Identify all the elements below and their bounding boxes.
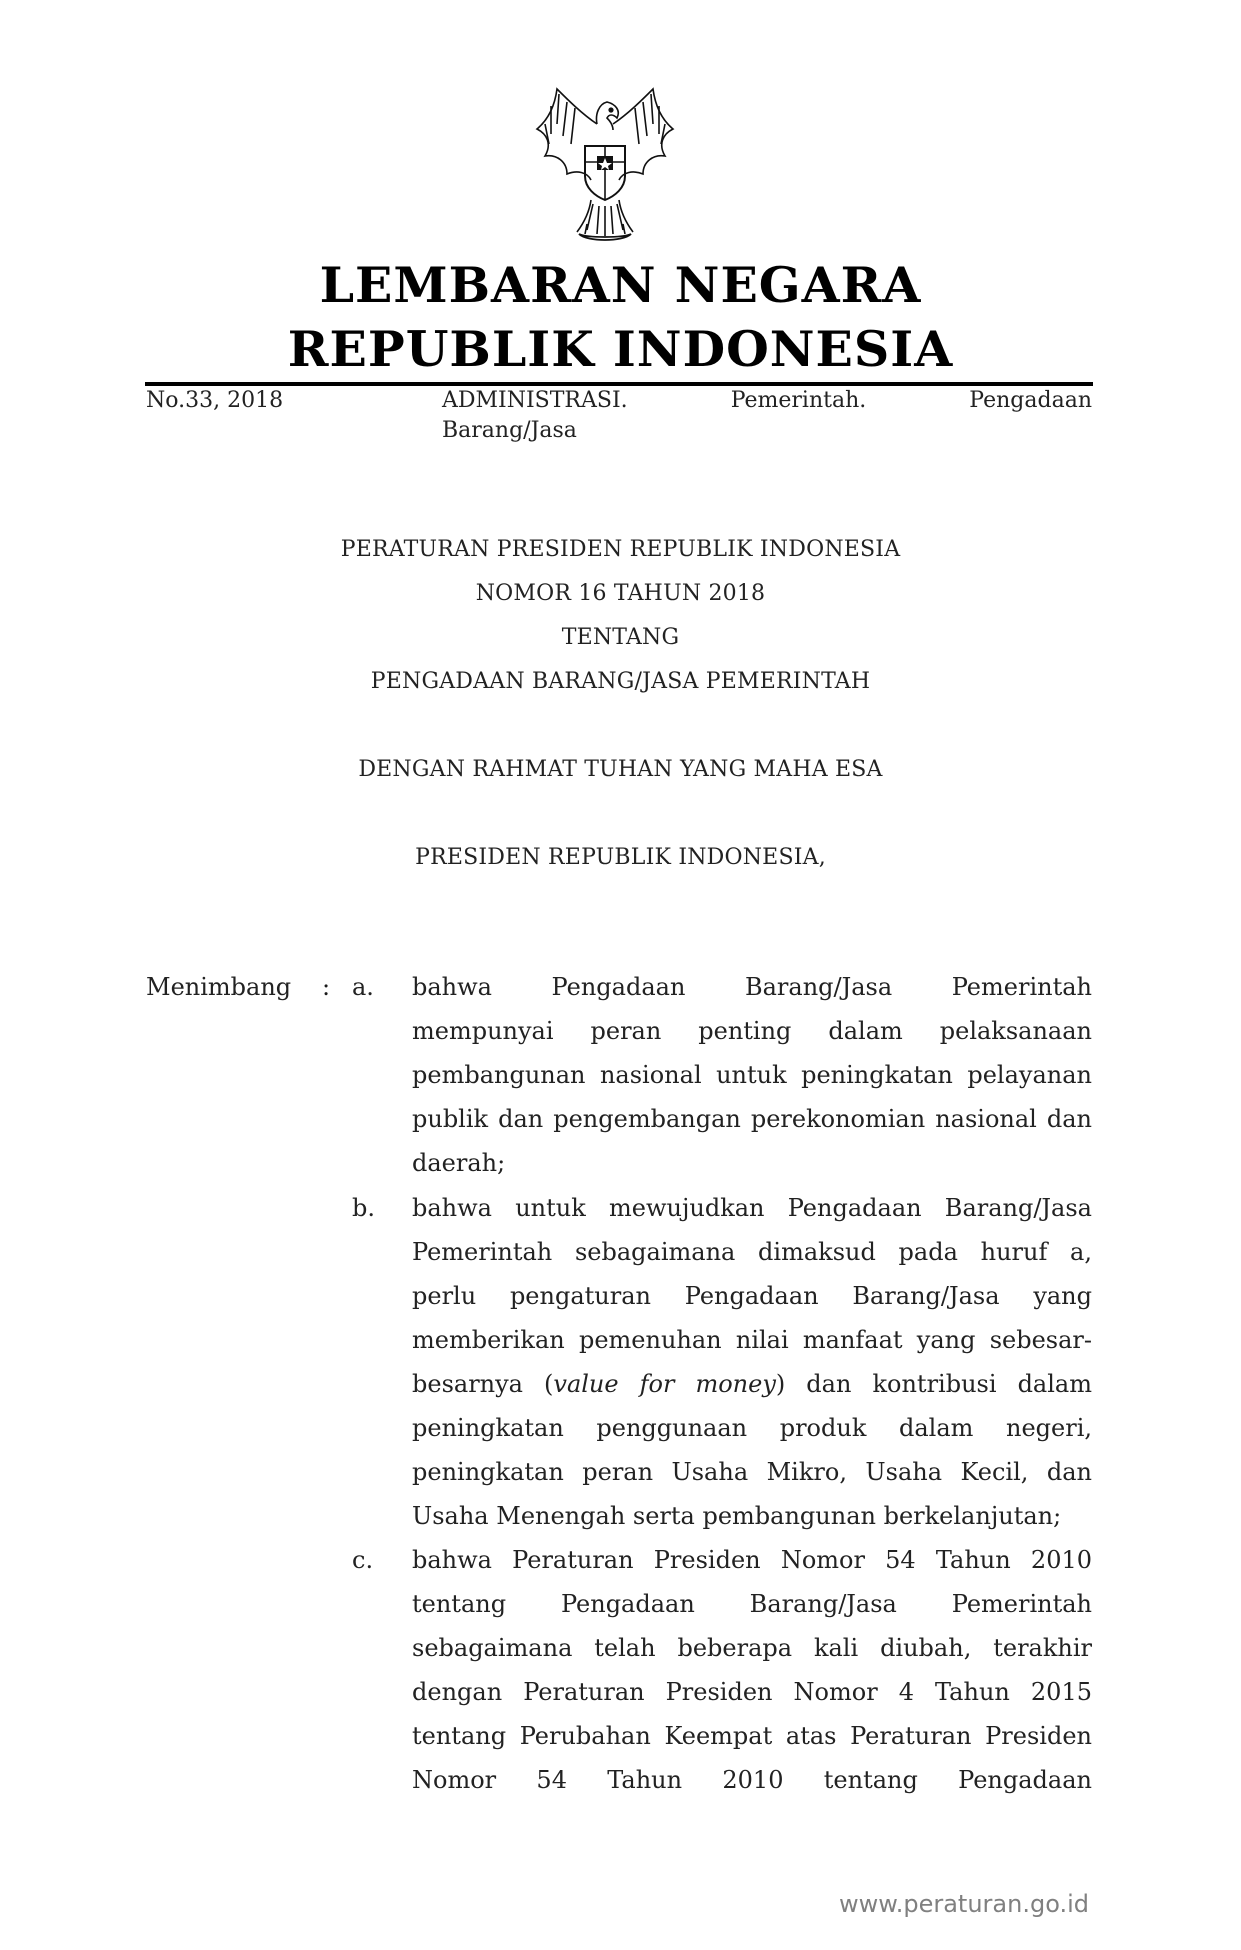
regulation-number: NOMOR 16 TAHUN 2018	[475, 581, 766, 606]
gazette-number: No.33, 2018	[146, 388, 284, 413]
regulation-title: PERATURAN PRESIDEN REPUBLIK INDONESIA	[340, 537, 901, 562]
category-word: Pengadaan	[969, 388, 1092, 413]
text-line: bahwa Peraturan Presiden Nomor 54 Tahun 2010	[412, 1546, 1092, 1574]
text-line: memberikan pemenuhan nilai manfaat yang sebesar-	[412, 1326, 1092, 1354]
regulation-subject: PENGADAAN BARANG/JASA PEMERINTAH	[370, 669, 871, 694]
text-line: sebagaimana telah beberapa kali diubah, terakhir	[412, 1634, 1092, 1662]
category-word: Pemerintah.	[730, 388, 867, 413]
item-letter-a: a.	[352, 973, 374, 1001]
text-line: peningkatan peran Usaha Mikro, Usaha Kecil, dan	[412, 1458, 1092, 1486]
website-watermark: www.peraturan.go.id	[839, 1890, 1089, 1918]
text-line: dengan Peraturan Presiden Nomor 4 Tahun 2015	[412, 1678, 1092, 1706]
category-word: ADMINISTRASI.	[442, 388, 628, 413]
item-letter-b: b.	[352, 1194, 375, 1222]
text-line: mempunyai peran penting dalam pelaksanaan	[412, 1017, 1092, 1045]
text-line: publik dan pengembangan perekonomian nasional dan	[412, 1105, 1092, 1133]
gazette-category	[442, 388, 1092, 413]
text-line: bahwa Pengadaan Barang/Jasa Pemerintah	[412, 973, 1092, 1001]
text-line: Pemerintah sebagaimana dimaksud pada huruf a,	[412, 1238, 1092, 1266]
president-line: PRESIDEN REPUBLIK INDONESIA,	[415, 845, 826, 870]
text-line: peningkatan penggunaan produk dalam negeri,	[412, 1414, 1092, 1442]
item-a-text	[412, 965, 1092, 1185]
text-line: Nomor 54 Tahun 2010 tentang Pengadaan	[412, 1766, 1092, 1794]
text-line: Usaha Menengah serta pembangunan berkelanjutan;	[412, 1502, 1062, 1530]
text-line: pembangunan nasional untuk peningkatan pelayanan	[412, 1061, 1092, 1089]
item-b-text	[412, 1186, 1092, 1538]
menimbang-label: Menimbang	[146, 973, 292, 1001]
title-divider	[145, 382, 1093, 386]
text-line-value-for-money: besarnya (value for money) dan kontribusi dalam	[412, 1370, 1092, 1398]
blessing-line: DENGAN RAHMAT TUHAN YANG MAHA ESA	[358, 757, 883, 782]
gazette-category-line2: Barang/Jasa	[442, 418, 577, 443]
gazette-title-line2: REPUBLIK INDONESIA	[287, 320, 954, 378]
text-line: tentang Perubahan Keempat atas Peraturan Presiden	[412, 1722, 1092, 1750]
gazette-title-line1: LEMBARAN NEGARA	[319, 256, 922, 314]
text-line: bahwa untuk mewujudkan Pengadaan Barang/Jasa	[412, 1194, 1092, 1222]
regulation-tentang: TENTANG	[561, 625, 680, 650]
item-letter-c: c.	[352, 1546, 374, 1574]
menimbang-colon: :	[322, 973, 331, 1001]
garuda-emblem	[527, 84, 683, 244]
item-c-text	[412, 1538, 1092, 1802]
text-line: tentang Pengadaan Barang/Jasa Pemerintah	[412, 1590, 1092, 1618]
text-line: perlu pengaturan Pengadaan Barang/Jasa yang	[412, 1282, 1092, 1310]
text-line: daerah;	[412, 1149, 506, 1177]
